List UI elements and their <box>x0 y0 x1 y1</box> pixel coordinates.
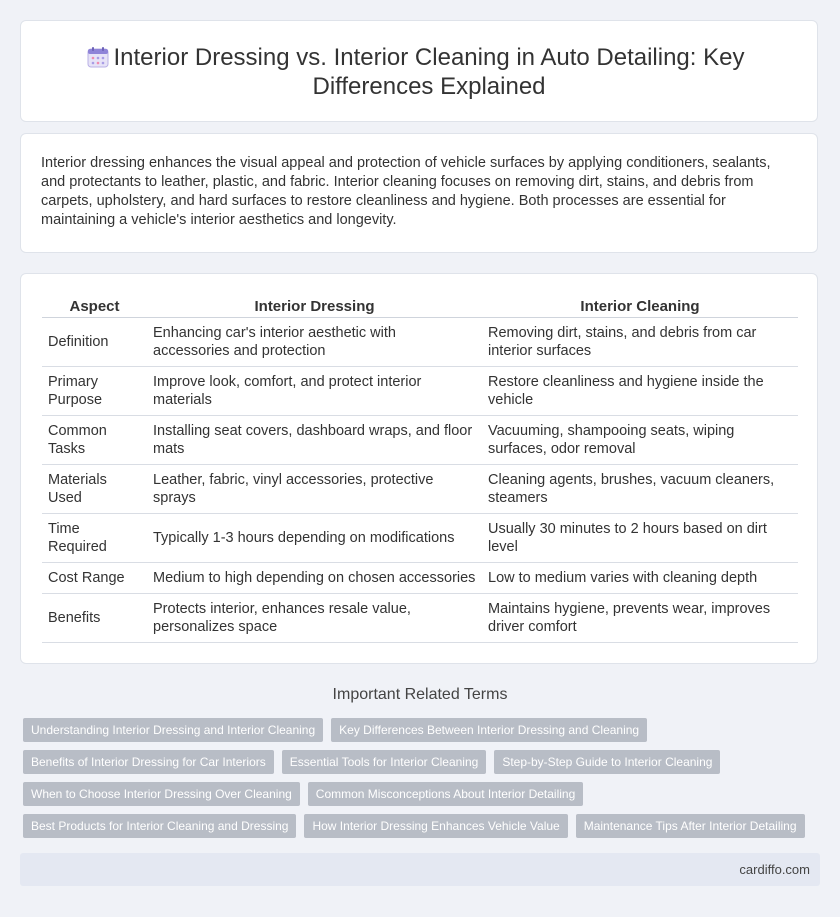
table-row <box>42 416 798 465</box>
footer-bar <box>20 853 820 886</box>
aspect-cell: Materials Used <box>42 465 147 514</box>
aspect-cell: Cost Range <box>42 563 147 594</box>
dressing-cell: Leather, fabric, vinyl accessories, protective sprays <box>147 465 482 514</box>
aspect-cell: Time Required <box>42 514 147 563</box>
table-row <box>42 594 798 643</box>
aspect-cell: Definition <box>42 318 147 367</box>
related-term-tag[interactable]: Step-by-Step Guide to Interior Cleaning <box>494 750 720 774</box>
related-terms-list <box>23 718 823 846</box>
cleaning-cell: Removing dirt, stains, and debris from car interior surfaces <box>482 318 798 367</box>
intro-card <box>20 133 818 253</box>
related-terms-heading: Important Related Terms <box>332 686 508 703</box>
dressing-cell: Typically 1-3 hours depending on modifications <box>147 514 482 563</box>
dressing-cell: Improve look, comfort, and protect interior materials <box>147 367 482 416</box>
comparison-table <box>42 296 798 643</box>
cleaning-cell: Restore cleanliness and hygiene inside the vehicle <box>482 367 798 416</box>
dressing-cell: Enhancing car's interior aesthetic with accessories and protection <box>147 318 482 367</box>
comparison-card <box>20 273 818 664</box>
aspect-cell: Common Tasks <box>42 416 147 465</box>
header-interior-cleaning: Interior Cleaning <box>482 296 798 318</box>
related-term-tag[interactable]: Key Differences Between Interior Dressing and Cleaning <box>331 718 647 742</box>
related-term-tag[interactable]: Best Products for Interior Cleaning and Dressing <box>23 814 296 838</box>
dressing-cell: Medium to high depending on chosen accessories <box>147 563 482 594</box>
dressing-cell: Protects interior, enhances resale value, personalizes space <box>147 594 482 643</box>
table-row <box>42 563 798 594</box>
table-row <box>42 514 798 563</box>
header-interior-dressing: Interior Dressing <box>147 296 482 318</box>
intro-paragraph: Interior dressing enhances the visual appeal and protection of vehicle surfaces by applying conditioners, sealants, and protectants to leather, plastic, and fabric. Interior cleaning focuses on removing dirt, stains, and debris from carpets, upholstery, and hard surfaces to restore cleanliness and hygiene. Both processes are essential for maintaining a vehicle's interior aesthetics and longevity. <box>41 155 771 228</box>
table-row <box>42 318 798 367</box>
aspect-cell: Benefits <box>42 594 147 643</box>
cleaning-cell: Cleaning agents, brushes, vacuum cleaners, steamers <box>482 465 798 514</box>
related-term-tag[interactable]: When to Choose Interior Dressing Over Cleaning <box>23 782 300 806</box>
related-term-tag[interactable]: How Interior Dressing Enhances Vehicle Value <box>304 814 567 838</box>
header-aspect: Aspect <box>42 296 147 318</box>
cleaning-cell: Vacuuming, shampooing seats, wiping surfaces, odor removal <box>482 416 798 465</box>
cleaning-cell: Maintains hygiene, prevents wear, improves driver comfort <box>482 594 798 643</box>
table-row <box>42 367 798 416</box>
dressing-cell: Installing seat covers, dashboard wraps, and floor mats <box>147 416 482 465</box>
related-term-tag[interactable]: Understanding Interior Dressing and Interior Cleaning <box>23 718 323 742</box>
title-card <box>20 20 818 122</box>
table-header-row <box>42 296 798 318</box>
related-term-tag[interactable]: Essential Tools for Interior Cleaning <box>282 750 487 774</box>
related-term-tag[interactable]: Common Misconceptions About Interior Detailing <box>308 782 583 806</box>
footer-site-link[interactable]: cardiffo.com <box>739 862 810 877</box>
aspect-cell: Primary Purpose <box>42 367 147 416</box>
related-term-tag[interactable]: Benefits of Interior Dressing for Car Interiors <box>23 750 274 774</box>
related-term-tag[interactable]: Maintenance Tips After Interior Detailing <box>576 814 805 838</box>
cleaning-cell: Low to medium varies with cleaning depth <box>482 563 798 594</box>
page-title: Interior Dressing vs. Interior Cleaning in Auto Detailing: Key Differences Explained <box>113 44 745 100</box>
cleaning-cell: Usually 30 minutes to 2 hours based on dirt level <box>482 514 798 563</box>
table-row <box>42 465 798 514</box>
